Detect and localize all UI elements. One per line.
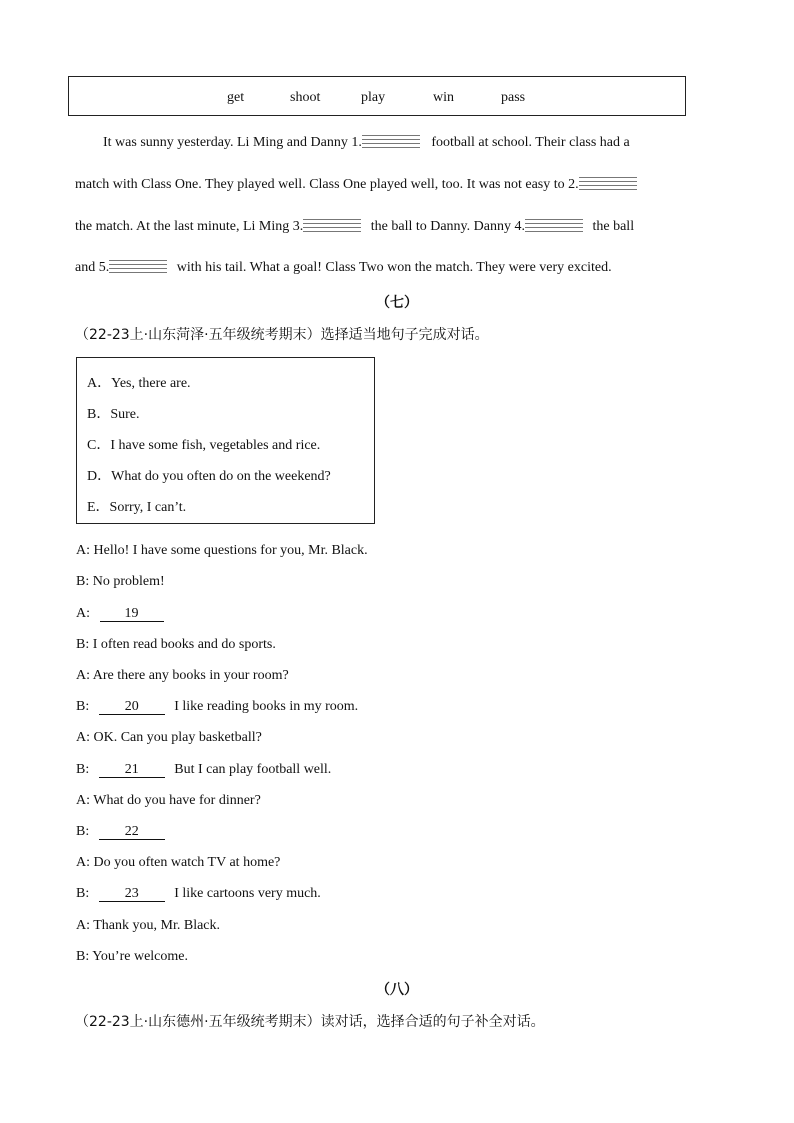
dialogue-line: A: Do you often watch TV at home? <box>76 855 281 870</box>
dialogue-line: A: What do you have for dinner? <box>76 793 261 808</box>
answer-blank-19[interactable]: 19 <box>100 607 164 622</box>
option-c: C．I have some fish, vegetables and rice. <box>87 438 321 453</box>
blank-5[interactable] <box>109 257 167 275</box>
dialogue-line: B: 20 I like reading books in my room. <box>76 699 359 714</box>
section-7-instruction: （22-23上·山东菏泽·五年级统考期末）选择适当地句子完成对话。 <box>75 327 489 343</box>
dialogue-line: B: 21 But I can play football well. <box>76 762 332 777</box>
option-b: B．Sure. <box>87 407 140 422</box>
passage-line-2: match with Class One. They played well. Class One played well, too. It was not easy to 2. <box>75 174 720 193</box>
section-8-instruction: （22-23上·山东德州·五年级统考期末）读对话，选择合适的句子补全对话。 <box>75 1014 545 1030</box>
word-bank-item: play <box>361 90 386 105</box>
dialogue-line: B: I often read books and do sports. <box>76 637 276 652</box>
option-d: D．What do you often do on the weekend? <box>87 469 331 484</box>
word-bank-item: shoot <box>290 90 321 105</box>
answer-blank-23[interactable]: 23 <box>99 887 165 902</box>
answer-blank-21[interactable]: 21 <box>99 763 165 778</box>
blank-4[interactable] <box>525 216 583 234</box>
section-7-heading: （七） <box>376 295 418 311</box>
dialogue-line: B: You’re welcome. <box>76 949 188 964</box>
dialogue-line: A: Hello! I have some questions for you, Mr. Black. <box>76 543 368 558</box>
answer-blank-22[interactable]: 22 <box>99 825 165 840</box>
answer-blank-20[interactable]: 20 <box>99 700 165 715</box>
dialogue-line: B: No problem! <box>76 574 165 589</box>
dialogue-line: B: 23 I like cartoons very much. <box>76 886 321 901</box>
option-e: E．Sorry, I can’t. <box>87 500 187 515</box>
option-a: A．Yes, there are. <box>87 376 191 391</box>
passage-line-4: and 5. with his tail. What a goal! Class Two won the match. They were very excited. <box>75 257 720 276</box>
blank-3[interactable] <box>303 216 361 234</box>
dialogue-line: A: Are there any books in your room? <box>76 668 289 683</box>
word-bank-item: pass <box>501 90 526 105</box>
passage-line-3: the match. At the last minute, Li Ming 3. the ball to Danny. Danny 4. the ball <box>75 216 720 235</box>
blank-2[interactable] <box>579 174 637 192</box>
section-8-heading: （八） <box>376 982 418 998</box>
dialogue-line: A: 19 <box>76 606 164 622</box>
blank-1[interactable] <box>362 132 420 150</box>
dialogue-line: B: 22 <box>76 824 165 840</box>
passage-line-1: It was sunny yesterday. Li Ming and Danny 1. football at school. Their class had a <box>103 132 723 151</box>
dialogue-line: A: OK. Can you play basketball? <box>76 730 262 745</box>
word-bank-item: get <box>227 90 245 105</box>
word-bank-box <box>68 76 686 116</box>
options-box <box>76 357 375 524</box>
dialogue-line: A: Thank you, Mr. Black. <box>76 918 221 933</box>
word-bank-item: win <box>433 90 454 105</box>
